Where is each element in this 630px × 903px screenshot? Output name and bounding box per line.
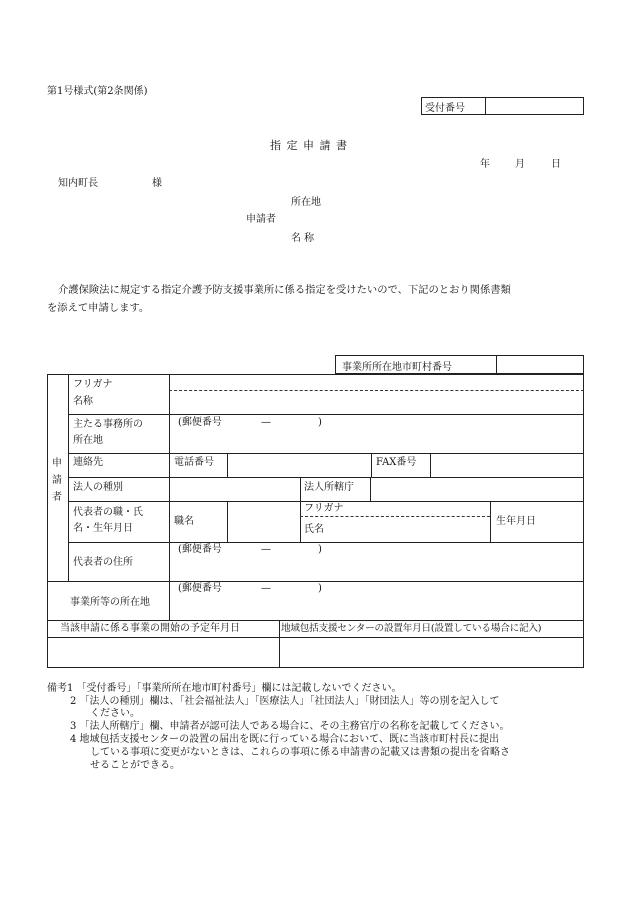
- corp-authority-border: [300, 477, 301, 542]
- postal-dash-1: —: [261, 417, 271, 428]
- postal-code-label-2: (郵便番号: [178, 544, 222, 555]
- applicant-vertical-2: 請: [52, 475, 62, 486]
- phone-border: [227, 453, 228, 477]
- postal-close-1: ): [318, 417, 322, 428]
- dates-divider: [279, 620, 280, 668]
- person-name-label: 氏名: [304, 524, 324, 535]
- addressee-honorific: 様: [152, 178, 162, 189]
- rep-title-label-1: 代表者の職・氏: [73, 507, 143, 518]
- muni-box-divider: [496, 355, 497, 374]
- body-text-line-2: を添えて申請します。: [47, 302, 150, 314]
- row-divider-8: [47, 637, 584, 638]
- rep-furigana-label: フリガナ: [304, 503, 344, 514]
- main-office-label-2: 所在地: [73, 435, 103, 446]
- rep-furigana-dashed-line: [300, 516, 490, 517]
- form-number: 第1号様式(第2条関係): [47, 86, 148, 97]
- body-text-line-1: 介護保険法に規定する指定介護予防支援事業所に係る指定を受けたいので、下記のとおり関係書類: [58, 284, 511, 296]
- postal-close-3: ): [318, 583, 322, 594]
- note-1: 備考1 「受付番号」「事業所所在地市町村番号」欄には記載しないでください。: [47, 683, 402, 694]
- postal-code-label-1: (郵便番号: [178, 417, 222, 428]
- document-title: 指 定 申 請 書: [270, 139, 348, 152]
- fax-border-right: [430, 453, 431, 477]
- furigana-label: フリガナ: [73, 379, 113, 390]
- office-location-label: 事業所等の所在地: [70, 597, 150, 608]
- receipt-divider: [485, 97, 486, 115]
- row-divider-2: [68, 453, 584, 454]
- note-2b: ください。: [90, 708, 140, 719]
- note-4a: 4 地域包括支援センターの設置の届出を既に行っている場合において、既に当該市町村長に提出: [70, 734, 499, 745]
- note-4c: せることができる。: [90, 760, 180, 771]
- fax-label: FAX番号: [376, 457, 417, 468]
- corp-authority-label: 法人所轄庁: [304, 482, 354, 493]
- label-column-border: [169, 374, 170, 620]
- position-label: 職名: [174, 516, 194, 527]
- main-office-label-1: 主たる事務所の: [73, 419, 143, 430]
- position-value-border: [227, 501, 228, 542]
- row-divider-6: [47, 581, 584, 582]
- applicant-name-label: 名 称: [291, 233, 315, 244]
- postal-dash-2: —: [261, 544, 271, 555]
- office-municipality-number-label: 事業所所在地市町村番号: [342, 362, 452, 373]
- corp-type-label: 法人の種別: [73, 482, 123, 493]
- postal-code-label-3: (郵便番号: [178, 583, 222, 594]
- date-day-label: 日: [551, 159, 561, 170]
- center-date-label: 地域包括支援センターの設置年月日(設置している場合に記入): [281, 623, 542, 634]
- receipt-number-label: 受付番号: [425, 103, 465, 114]
- applicant-address-label: 所在地: [291, 197, 321, 208]
- row-divider-1: [68, 414, 584, 415]
- date-month-label: 月: [515, 159, 525, 170]
- birth-date-border: [490, 501, 491, 542]
- postal-close-2: ): [318, 544, 322, 555]
- postal-dash-3: —: [261, 583, 271, 594]
- note-2a: 2 「法人の種別」欄は、「社会福祉法人」「医療法人」「社団法人」「財団法人」等の別を記入して: [70, 696, 500, 707]
- note-3: 3 「法人所轄庁」欄、申請者が認可法人である場合に、その主務官庁の名称を記載してください。: [70, 721, 510, 732]
- applicant-label: 申請者: [246, 214, 276, 225]
- start-date-label: 当該申請に係る事業の開始の予定年月日: [60, 623, 240, 634]
- rep-title-label-2: 名・生年月日: [73, 523, 133, 534]
- date-year-label: 年: [480, 159, 490, 170]
- name-label: 名称: [73, 396, 93, 407]
- row-divider-5: [68, 542, 584, 543]
- corp-authority-value-border: [370, 477, 371, 501]
- addressee-mayor: 知内町長: [58, 178, 98, 189]
- applicant-vertical-3: 者: [52, 492, 62, 503]
- phone-label: 電話番号: [174, 457, 214, 468]
- applicant-vertical-1: 申: [52, 458, 62, 469]
- row-divider-3: [68, 477, 584, 478]
- fax-border-left: [371, 453, 372, 477]
- birth-date-label: 生年月日: [496, 516, 536, 527]
- furigana-dashed-line: [169, 390, 584, 391]
- contact-label: 連絡先: [73, 457, 103, 468]
- note-4b: している事項に変更がないときは、これらの事項に係る申請書の記載又は書類の提出を省略さ: [90, 747, 510, 758]
- row-divider-7: [47, 620, 584, 621]
- rep-address-label: 代表者の住所: [73, 557, 133, 568]
